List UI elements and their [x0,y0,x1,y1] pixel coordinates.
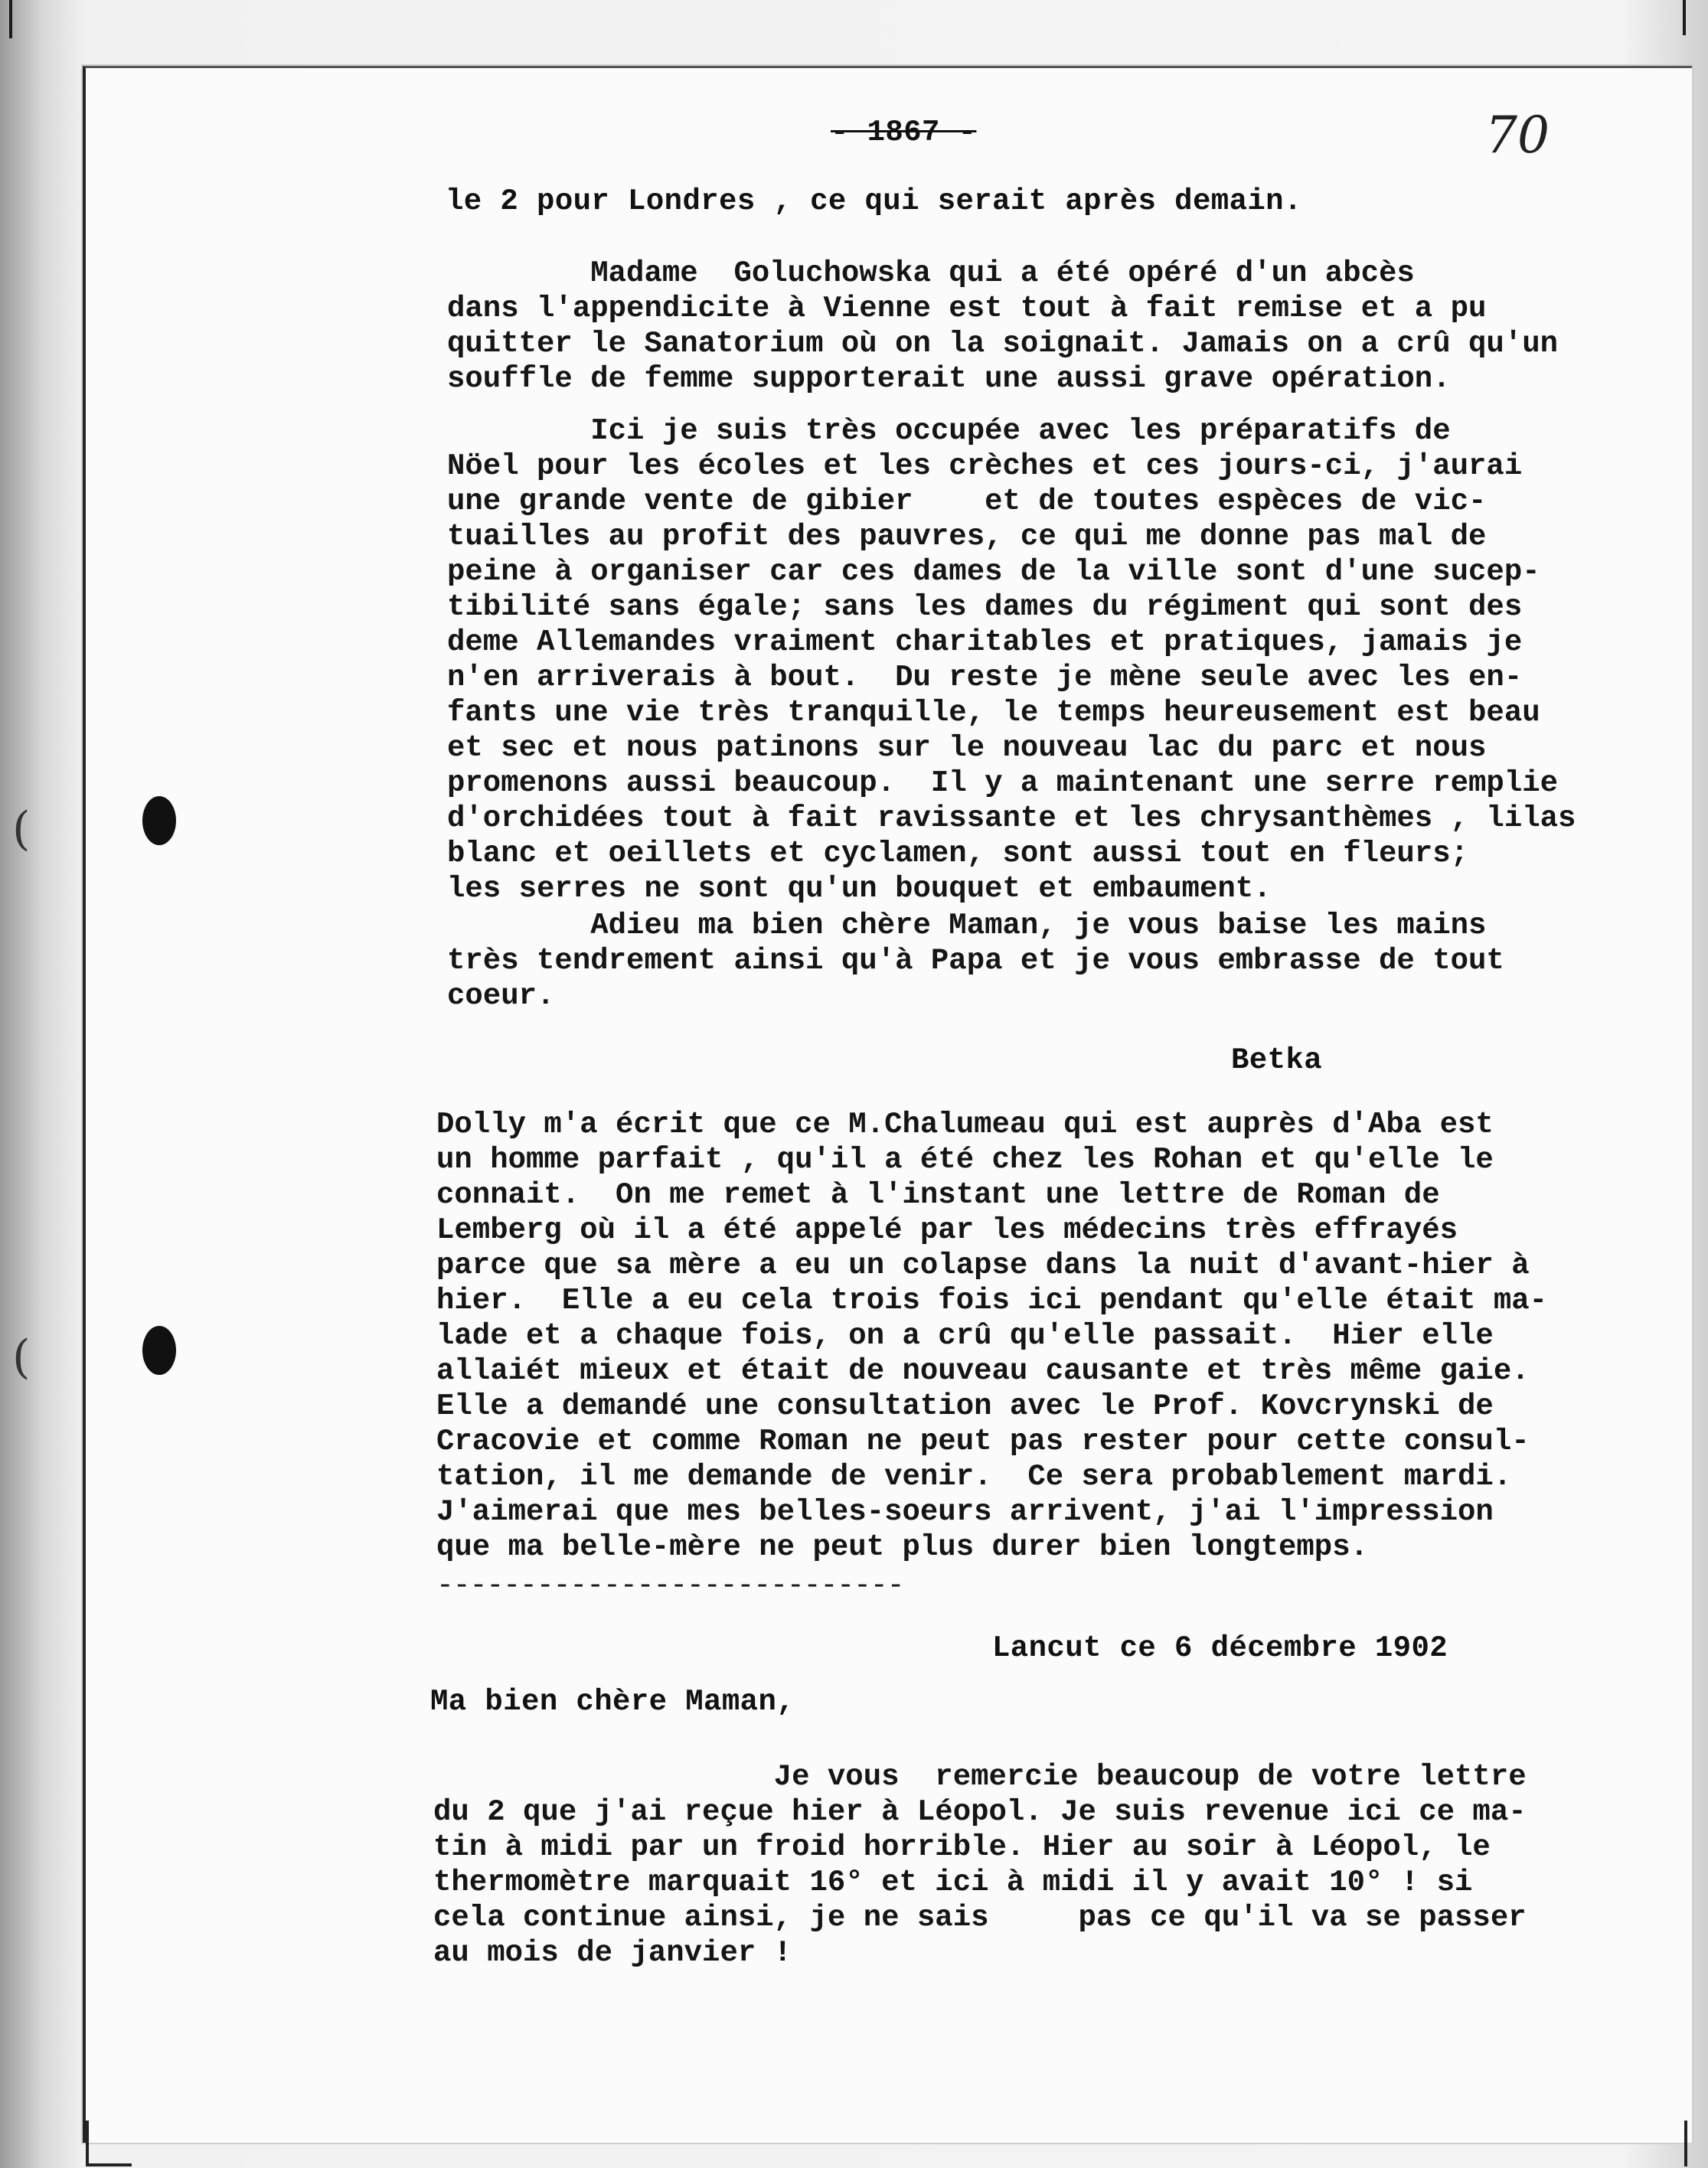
text-line: Cracovie et comme Roman ne peut pas rester pour cette consul- [436,1425,1530,1458]
text-line: quitter le Sanatorium où on la soignait. Jamais on a crû qu'un [447,327,1559,361]
text-line: blanc et oeillets et cyclamen, sont aussi tout en fleurs; [447,837,1469,870]
text-line: très tendrement ainsi qu'à Papa et je vous embrasse de tout [447,944,1504,978]
text-line: Nöel pour les écoles et les crèches et ces jours-ci, j'aurai [447,449,1523,483]
text-line: lade et a chaque fois, on a crû qu'elle passait. Hier elle [436,1319,1494,1353]
text-line: J'aimerai que mes belles-soeurs arrivent, j'ai l'impression [436,1495,1494,1529]
text-line: Ici je suis très occupée avec les préparatifs de [447,414,1451,448]
handwritten-page-number: 70 [1485,106,1550,165]
text-line: tation, il me demande de venir. Ce sera probablement mardi. [436,1460,1512,1494]
scan-corner-bottom-left [86,2121,89,2166]
scan-edge-top-right [1683,0,1686,35]
text-line: souffle de femme supporterait une aussi grave opération. [447,362,1451,396]
letter2-body [433,1759,1527,1970]
text-line: les serres ne sont qu'un bouquet et embaument. [447,872,1272,906]
text-line: peine à organiser car ces dames de la ville sont d'une sucep- [447,555,1540,589]
text-line: deme Allemandes vraiment charitables et pratiques, jamais je [447,625,1523,659]
text-line: coeur. [447,979,555,1013]
text-line: au mois de janvier ! [433,1936,792,1970]
text-line: allaiét mieux et était de nouveau causante et très même gaie. [436,1354,1530,1388]
scan-corner-bottom-left-foot [86,2163,132,2166]
text-line: Dolly m'a écrit que ce M.Chalumeau qui est auprès d'Aba est [436,1108,1494,1141]
hole-shadow-mark-bottom: ( [12,1331,31,1384]
text-line: hier. Elle a eu cela trois fois ici pendant qu'elle était ma- [436,1284,1548,1317]
typed-page-number: - 1867 - [831,116,977,149]
text-line: parce que sa mère a eu un colapse dans la nuit d'avant-hier à [436,1249,1530,1282]
hole-shadow-mark-top: ( [12,802,31,856]
salutation: Ma bien chère Maman, [430,1685,795,1719]
signature: Betka [1231,1043,1323,1077]
text-line: fants une vie très tranquille, le temps heureusement est beau [447,696,1540,730]
text-line: tibilité sans égale; sans les dames du régiment qui sont des [447,590,1523,624]
text-line: tuailles au profit des pauvres, ce qui me donne pas mal de [447,520,1487,553]
text-line: Lemberg où il a été appelé par les médecins très effrayés [436,1213,1458,1247]
text-line: connait. On me remet à l'instant une lettre de Roman de [436,1178,1440,1212]
text-line: n'en arriverais à bout. Du reste je mène seule avec les en- [447,661,1523,694]
text-line: que ma belle-mère ne peut plus durer bien longtemps. [436,1530,1368,1564]
text-line: du 2 que j'ai reçue hier à Léopol. Je suis revenue ici ce ma- [433,1795,1527,1829]
postscript [436,1107,1547,1565]
text-line: Je vous remercie beaucoup de votre lettre [433,1760,1527,1794]
paragraph-noel-preparations [447,413,1576,906]
paragraph-closing [447,908,1504,1014]
scan-edge-top-left [9,0,12,38]
letter-separator: ---------------------------- [436,1569,904,1602]
text-line: et sec et nous patinons sur le nouveau lac du parc et nous [447,731,1487,765]
text-line: Madame Goluchowska qui a été opéré d'un abcès [447,256,1415,290]
text-line: un homme parfait , qu'il a été chez les Rohan et qu'elle le [436,1143,1494,1177]
text-line: Elle a demandé une consultation avec le Prof. Kovcrynski de [436,1389,1494,1423]
scan-corner-bottom-right [1684,2121,1687,2166]
text-line: dans l'appendicite à Vienne est tout à fait remise et a pu [447,292,1487,325]
dateline: Lancut ce 6 décembre 1902 [992,1631,1448,1665]
text-line: cela continue ainsi, je ne sais pas ce qu'il va se passer [433,1901,1527,1935]
text-line: une grande vente de gibier et de toutes espèces de vic- [447,485,1487,518]
binder-hole-bottom [142,1326,176,1375]
text-line: Adieu ma bien chère Maman, je vous baise les mains [447,909,1487,942]
opening-line: le 2 pour Londres , ce qui serait après demain. [446,184,1302,218]
text-line: thermomètre marquait 16° et ici à midi il y avait 10° ! si [433,1866,1473,1899]
binder-hole-top [142,796,176,845]
text-line: promenons aussi beaucoup. Il y a maintenant une serre remplie [447,766,1559,800]
text-line: tin à midi par un froid horrible. Hier au soir à Léopol, le [433,1830,1491,1864]
text-line: d'orchidées tout à fait ravissante et les chrysanthèmes , lilas [447,802,1576,835]
paragraph-goluchowska [447,256,1558,397]
